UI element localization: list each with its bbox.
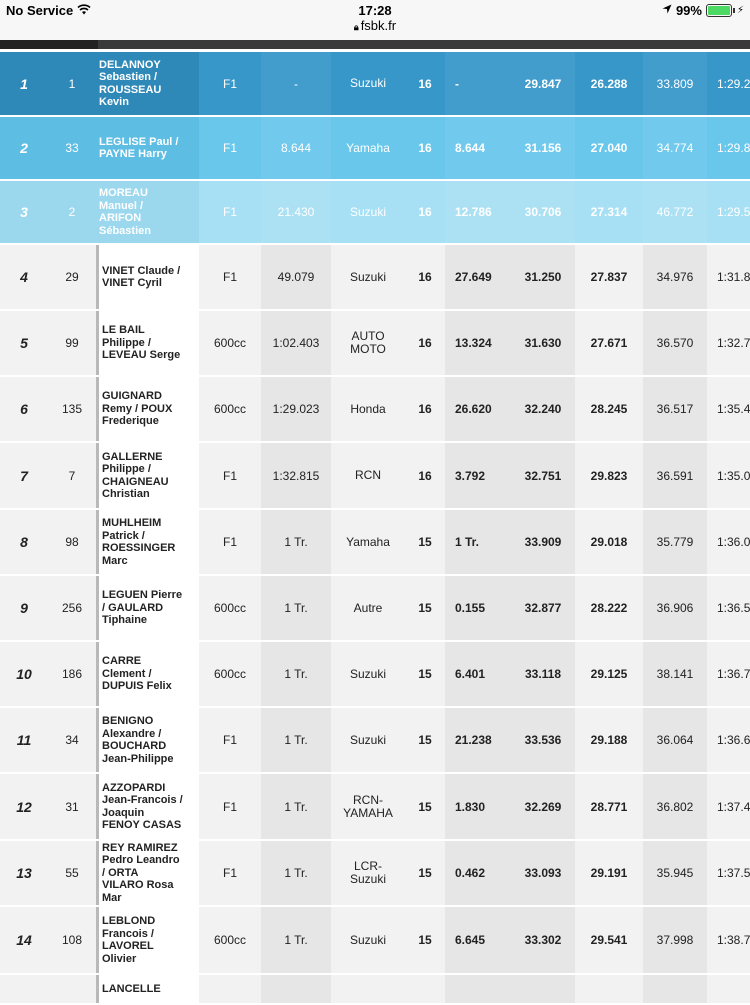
best-lap-cell: 27.671 [590,336,628,350]
brand-cell [331,975,405,1003]
brand-cell: Suzuki [349,666,387,681]
position-cell: 4 [0,245,48,309]
riders-cell: MUHLHEIM Patrick / ROESSINGER Marc [96,510,199,574]
brand-cell: Suzuki [349,932,387,947]
result-row[interactable] [0,181,750,245]
sector-cell [643,975,707,1003]
gap-cell: - [261,52,331,115]
gap-cell: 1 Tr. [261,576,331,640]
result-row[interactable] [0,975,750,1005]
laps-cell: 15 [405,708,445,772]
sector-cell: 36.802 [643,774,707,839]
interval-cell: 1 Tr. [445,510,511,574]
result-row[interactable] [0,841,750,907]
sector-cell: 36.906 [643,576,707,640]
lock-icon: 🔒︎ [353,22,359,32]
position-cell: 3 [0,181,48,243]
bike-number-cell: 99 [48,311,96,375]
category-cell: F1 [222,468,237,483]
bike-number-cell: 186 [48,642,96,706]
gap-cell: 1 Tr. [261,841,331,905]
position-cell: 9 [0,576,48,640]
interval-cell: 26.620 [445,377,511,441]
brand-cell: Autre [353,600,383,615]
position-cell: 11 [0,708,48,772]
bike-number-cell: 2 [48,181,96,243]
brand-cell: RCN [355,468,381,482]
best-lap-cell: 27.837 [590,270,628,284]
bike-number-cell: 1 [48,52,96,115]
last-lap-cell: 32.269 [511,774,575,839]
result-row[interactable] [0,907,750,975]
result-row[interactable] [0,642,750,708]
riders-cell: GALLERNE Philippe / CHAIGNEAU Christian [96,443,199,508]
sector-cell: 38.141 [643,642,707,706]
gap-cell: 8.644 [261,117,331,179]
gap-cell: 1 Tr. [261,642,331,706]
bike-number-cell: 98 [48,510,96,574]
total-cell: 1:37.5 [717,866,750,880]
gap-cell: 1:02.403 [261,311,331,375]
gap-cell: 1 Tr. [261,774,331,839]
bike-number-cell: 31 [48,774,96,839]
brand-cell: Yamaha [346,534,390,549]
riders-cell: CARRE Clement / DUPUIS Felix [96,642,199,706]
sector-cell: 35.945 [643,841,707,905]
sector-cell: 37.998 [643,907,707,973]
sector-cell: 34.774 [643,117,707,179]
last-lap-cell: 31.156 [511,117,575,179]
last-lap-cell: 32.877 [511,576,575,640]
brand-cell: RCN- YAMAHA [343,792,393,820]
interval-cell: - [445,52,511,115]
last-lap-cell: 32.751 [511,443,575,508]
total-cell [707,975,750,1003]
laps-cell: 15 [405,774,445,839]
category-cell [199,975,261,1003]
total-cell: 1:36.7 [717,667,750,681]
gap-cell [261,975,331,1003]
best-lap-cell: 26.288 [590,76,628,91]
bike-number-cell: 135 [48,377,96,441]
total-cell: 1:36.0 [717,535,750,549]
interval-cell: 0.462 [445,841,511,905]
best-lap-cell: 29.191 [590,866,628,880]
url-text: fsbk.fr [360,18,397,33]
result-row[interactable] [0,443,750,510]
address-bar[interactable] [0,18,750,35]
category-cell: F1 [222,141,237,155]
sector-cell: 35.779 [643,510,707,574]
best-lap-cell: 27.040 [590,141,628,155]
laps-cell: 16 [405,311,445,375]
position-cell: 12 [0,774,48,839]
riders-cell: BENIGNO Alexandre / BOUCHARD Jean-Philippe [96,708,199,772]
last-lap-cell [511,975,575,1003]
charging-bolt-icon: ⚡︎ [736,5,744,16]
position-cell: 14 [0,907,48,973]
result-row[interactable] [0,576,750,642]
riders-cell: DELANNOY Sebastien / ROUSSEAU Kevin [96,52,199,115]
category-cell: F1 [222,535,237,549]
gap-cell: 1 Tr. [261,907,331,973]
riders-cell: AZZOPARDI Jean-Francois / Joaquin FENOY CASAS [96,774,199,839]
interval-cell: 21.238 [445,708,511,772]
best-lap-cell: 28.245 [590,402,628,416]
battery-tip-icon [733,8,735,13]
best-lap-cell: 28.222 [590,601,628,615]
riders-cell: REY RAMIREZ Pedro Leandro / ORTA VILARO Rosa Mar [96,841,199,905]
laps-cell: 15 [405,841,445,905]
total-cell: 1:36.5 [717,601,750,615]
battery-icon [706,4,732,17]
brand-cell: LCR- Suzuki [349,859,387,886]
best-lap-cell: 29.541 [590,933,628,947]
category-cell: F1 [222,799,237,814]
interval-cell: 8.644 [445,117,511,179]
total-cell: 1:29.2 [717,76,750,91]
last-lap-cell: 33.909 [511,510,575,574]
category-cell: 600cc [213,336,247,350]
position-cell: 5 [0,311,48,375]
laps-cell: 16 [418,141,432,155]
best-lap-cell: 27.314 [590,205,628,219]
position-cell: 6 [0,377,48,441]
category-cell: 600cc [213,601,247,615]
brand-cell: Honda [350,401,386,416]
riders-cell: VINET Claude / VINET Cyril [96,245,199,309]
interval-cell: 0.155 [445,576,511,640]
table-header-bar [0,40,750,49]
best-lap-cell: 29.823 [590,468,628,483]
best-lap-cell [575,975,643,1003]
gap-cell: 21.430 [261,181,331,243]
laps-cell: 16 [405,377,445,441]
last-lap-cell: 33.302 [511,907,575,973]
result-row[interactable] [0,311,750,377]
laps-cell: 15 [405,510,445,574]
best-lap-cell: 28.771 [590,799,628,814]
brand-cell: Suzuki [349,204,387,219]
bike-number-cell: 34 [48,708,96,772]
result-row[interactable] [0,245,750,311]
riders-cell: LEGLISE Paul / PAYNE Harry [96,117,199,179]
total-cell: 1:29.5 [717,205,750,219]
gap-cell: 1 Tr. [261,708,331,772]
laps-cell: 16 [405,443,445,508]
interval-cell: 3.792 [445,443,511,508]
gap-cell: 1:29.023 [261,377,331,441]
last-lap-cell: 33.118 [511,642,575,706]
results-table [0,52,750,1005]
last-lap-cell: 30.706 [511,181,575,243]
riders-cell: LEGUEN Pierre / GAULARD Tiphaine [96,576,199,640]
bike-number-cell: 256 [48,576,96,640]
sector-cell: 36.570 [643,311,707,375]
interval-cell: 6.645 [445,907,511,973]
interval-cell [445,975,511,1003]
best-lap-cell: 29.188 [590,733,628,747]
laps-cell: 15 [405,576,445,640]
category-cell: F1 [222,76,237,91]
result-row[interactable] [0,774,750,841]
last-lap-cell: 33.536 [511,708,575,772]
total-cell: 1:37.4 [717,799,750,814]
position-cell: 7 [0,443,48,508]
laps-cell: 15 [405,642,445,706]
riders-cell: LANCELLE [96,975,199,1003]
riders-cell: MOREAU Manuel / ARIFON Sébastien [96,181,199,243]
bike-number-cell: 7 [48,443,96,508]
bike-number-cell: 33 [48,117,96,179]
best-lap-cell: 29.125 [590,667,628,681]
gap-cell: 1:32.815 [261,443,331,508]
status-right [662,3,744,18]
bike-number-cell: 108 [48,907,96,973]
total-cell: 1:35.0 [717,468,750,483]
status-center [0,3,750,35]
last-lap-cell: 31.250 [511,245,575,309]
laps-cell: 16 [405,245,445,309]
status-bar [0,0,750,40]
category-cell: F1 [222,270,237,284]
brand-cell: Suzuki [349,269,387,284]
brand-cell: Yamaha [346,140,390,155]
total-cell: 1:38.7 [717,933,750,947]
position-cell: 1 [0,52,48,115]
interval-cell: 6.401 [445,642,511,706]
total-cell: 1:35.4 [717,402,750,416]
category-cell: 600cc [213,667,247,681]
carrier-label: No Service [6,3,74,18]
battery-percent: 99% [675,3,702,18]
position-cell: 13 [0,841,48,905]
sector-cell: 33.809 [643,52,707,115]
result-row[interactable] [0,510,750,576]
category-cell: F1 [222,866,237,880]
position-cell [0,975,48,1003]
interval-cell: 27.649 [445,245,511,309]
category-cell: 600cc [213,933,247,947]
interval-cell: 12.786 [445,181,511,243]
sector-cell: 34.976 [643,245,707,309]
position-cell: 10 [0,642,48,706]
result-row[interactable] [0,117,750,181]
result-row[interactable] [0,708,750,774]
result-row[interactable] [0,52,750,117]
category-cell: F1 [222,733,237,747]
brand-cell: Suzuki [349,76,387,90]
position-cell: 8 [0,510,48,574]
laps-cell: 15 [405,907,445,973]
riders-cell: LEBLOND Francois / LAVOREL Olivier [96,907,199,973]
best-lap-cell: 29.018 [590,535,628,549]
interval-cell: 1.830 [445,774,511,839]
last-lap-cell: 32.240 [511,377,575,441]
laps-cell: 16 [418,76,432,91]
riders-cell: LE BAIL Philippe / LEVEAU Serge [96,311,199,375]
bike-number-cell [48,975,96,1003]
brand-cell: AUTO MOTO [350,329,386,356]
last-lap-cell: 31.630 [511,311,575,375]
sector-cell: 36.591 [643,443,707,508]
total-cell: 1:29.8 [717,141,750,155]
location-arrow-icon [662,4,672,17]
last-lap-cell: 29.847 [511,52,575,115]
gap-cell: 49.079 [261,245,331,309]
sector-cell: 46.772 [643,181,707,243]
bike-number-cell: 55 [48,841,96,905]
total-cell: 1:36.6 [717,733,750,747]
riders-cell: GUIGNARD Remy / POUX Frederique [96,377,199,441]
laps-cell [405,975,445,1003]
position-cell: 2 [0,117,48,179]
brand-cell: Suzuki [349,732,387,747]
sector-cell: 36.517 [643,377,707,441]
table-header-stub [0,40,98,49]
sector-cell: 36.064 [643,708,707,772]
total-cell: 1:31.8 [717,270,750,284]
category-cell: F1 [222,205,237,219]
clock: 17:28 [358,3,392,18]
bike-number-cell: 29 [48,245,96,309]
total-cell: 1:32.7 [717,336,750,350]
gap-cell: 1 Tr. [261,510,331,574]
result-row[interactable] [0,377,750,443]
laps-cell: 16 [418,205,432,219]
interval-cell: 13.324 [445,311,511,375]
last-lap-cell: 33.093 [511,841,575,905]
category-cell: 600cc [213,402,247,416]
